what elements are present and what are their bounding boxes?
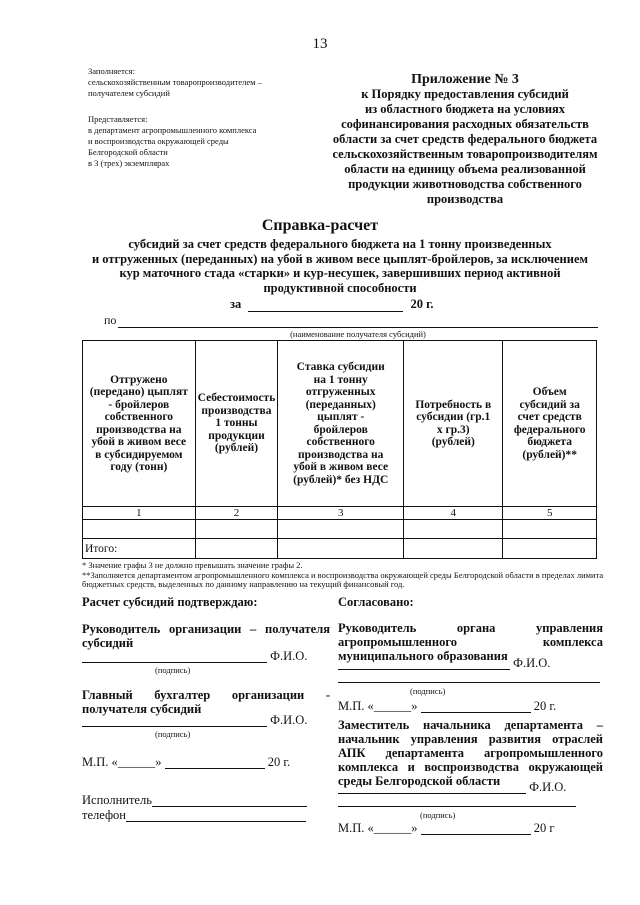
separator-line bbox=[338, 806, 576, 807]
date-blank[interactable] bbox=[165, 768, 265, 769]
municipal-signature-line bbox=[338, 656, 603, 670]
table-cell[interactable] bbox=[278, 520, 404, 539]
table-cell[interactable] bbox=[195, 520, 278, 539]
column-header: Себестоимость производства 1 тонны продукции (рублей) bbox=[195, 341, 278, 507]
signature-blank[interactable] bbox=[338, 669, 510, 670]
note-line: Заполняется: bbox=[88, 66, 135, 76]
filled-by-note bbox=[88, 66, 308, 99]
note-line: получателем субсидий bbox=[88, 88, 170, 98]
mp-label: М.П. «______» bbox=[338, 821, 418, 835]
executor-blank[interactable] bbox=[152, 806, 307, 807]
document-title: Справка-расчет bbox=[261, 217, 379, 234]
agreed-heading: Согласовано: bbox=[338, 595, 414, 609]
column-number: 1 bbox=[83, 507, 196, 520]
total-label: Итого: bbox=[83, 539, 196, 559]
mp-label: М.П. «______» bbox=[338, 699, 418, 713]
executor-line bbox=[82, 793, 307, 807]
deputy-mp-line bbox=[338, 821, 613, 835]
document-subtitle bbox=[80, 237, 600, 295]
period-suffix: 20 г. bbox=[410, 297, 434, 311]
footnote: * Значение графы 3 не должно превышать значение графы 2. bbox=[82, 560, 303, 570]
subtitle-line: субсидий за счет средств федерального бюджета на 1 тонну произведенных bbox=[128, 237, 552, 251]
phone-blank[interactable] bbox=[126, 821, 306, 822]
appendix-line: области за счет средств федерального бюджета bbox=[332, 132, 598, 146]
column-header: Ставка субсидии на 1 тонну отгруженных (переданных) цыплят - бройлеров собственного производства на убой в живом весе (рублей)* без НДС bbox=[278, 341, 404, 507]
note-line: в 3 (трех) экземплярах bbox=[88, 158, 170, 168]
table-cell[interactable] bbox=[404, 520, 503, 539]
footnotes bbox=[82, 561, 622, 590]
fio-label: Ф.И.О. bbox=[270, 713, 308, 727]
column-header: Отгружено (передано) цыплят - бройлеров собственного производства на убой в живом весе в субсидируемом году (тонн) bbox=[83, 341, 196, 507]
phone-line bbox=[82, 808, 306, 822]
subtitle-line: и отгруженных (переданных) на убой в живом весе цыплят-бройлеров, за исключением bbox=[91, 251, 589, 266]
accountant-title: Главный бухгалтер организации - получателя субсидий bbox=[82, 688, 330, 716]
signature-hint: (подпись) bbox=[410, 686, 446, 696]
fio-label: Ф.И.О. bbox=[513, 656, 551, 670]
appendix-line: сельскохозяйственным товаропроизводителям bbox=[332, 147, 598, 161]
mp-label: М.П. «______» bbox=[82, 755, 162, 769]
year-label: 20 г. bbox=[533, 699, 557, 713]
column-number: 2 bbox=[195, 507, 278, 520]
signature-hint: (подпись) bbox=[155, 729, 191, 739]
table-header-row bbox=[83, 341, 597, 507]
subtitle-line: кур маточного стада «старки» и кур-несушек, завершивших период активной bbox=[119, 266, 561, 280]
column-header: Объем субсидий за счет средств федерального бюджета (рублей)** bbox=[503, 341, 597, 507]
signature-blank[interactable] bbox=[338, 793, 526, 794]
year-label: 20 г bbox=[533, 821, 555, 835]
period-blank[interactable] bbox=[248, 311, 403, 312]
note-line: в департамент агропромышленного комплекса bbox=[88, 125, 257, 135]
recipient-label: по bbox=[104, 313, 117, 327]
page-number: 13 bbox=[312, 36, 328, 52]
table-cell[interactable] bbox=[195, 539, 278, 559]
column-number: 5 bbox=[503, 507, 597, 520]
signature-hint: (подпись) bbox=[155, 665, 191, 675]
table-row bbox=[83, 520, 597, 539]
appendix-block bbox=[300, 72, 630, 207]
recipient-hint: (наименование получателя субсидий) bbox=[290, 329, 426, 339]
accountant-signature-line bbox=[82, 713, 330, 727]
separator-line bbox=[338, 682, 600, 683]
appendix-line: софинансирования расходных обязательств bbox=[341, 117, 589, 131]
footnote: **Заполняется департаментом агропромышленного комплекса и воспроизводства окружающей среды Белгородской области в пределах лимита бюджетных средств, выделенных по данному направлению на текущий финансовый год. bbox=[82, 569, 604, 589]
appendix-line: производства bbox=[426, 192, 504, 206]
year-label: 20 г. bbox=[267, 755, 291, 769]
table-cell[interactable] bbox=[503, 539, 597, 559]
note-line: Представляется: bbox=[88, 114, 148, 124]
head-signature-line bbox=[82, 649, 330, 663]
table-cell[interactable] bbox=[404, 539, 503, 559]
column-number: 3 bbox=[278, 507, 404, 520]
total-row bbox=[83, 539, 597, 559]
period-line bbox=[230, 297, 530, 312]
fio-label: Ф.И.О. bbox=[270, 649, 308, 663]
signature-hint: (подпись) bbox=[420, 810, 456, 820]
table-cell[interactable] bbox=[83, 520, 196, 539]
executor-label: Исполнитель bbox=[82, 793, 152, 807]
deputy-title: Заместитель начальника департамента – начальник управления развития отраслей АПК департамента агропромышленного комплекса и воспроизводства окружающей среды Белгородской области bbox=[338, 718, 603, 788]
right-mp-line bbox=[338, 699, 608, 713]
column-number: 4 bbox=[404, 507, 503, 520]
recipient-blank[interactable] bbox=[118, 327, 598, 328]
confirm-heading: Расчет субсидий подтверждаю: bbox=[82, 595, 258, 609]
date-blank[interactable] bbox=[421, 712, 531, 713]
appendix-line: из областного бюджета на условиях bbox=[364, 102, 566, 116]
note-line: сельскохозяйственным товаропроизводителем – bbox=[88, 77, 262, 87]
subsidy-table bbox=[82, 340, 597, 559]
period-prefix: за bbox=[230, 297, 242, 311]
note-line: Белгородской области bbox=[88, 147, 168, 157]
deputy-signature-line bbox=[338, 780, 608, 794]
appendix-line: к Порядку предоставления субсидий bbox=[361, 87, 569, 101]
municipal-head-title: Руководитель органа управления агропромышленного комплекса муниципального образования bbox=[338, 621, 603, 663]
left-mp-line bbox=[82, 755, 322, 769]
table-cell[interactable] bbox=[503, 520, 597, 539]
appendix-line: продукции животноводства собственного bbox=[348, 177, 582, 191]
appendix-title: Приложение № 3 bbox=[411, 72, 519, 87]
appendix-line: области на единицу объема реализованной bbox=[344, 162, 586, 176]
signature-blank[interactable] bbox=[82, 726, 267, 727]
submitted-to-note bbox=[88, 114, 308, 169]
phone-label: телефон bbox=[82, 808, 126, 822]
subtitle-line: продуктивной способности bbox=[263, 280, 417, 295]
date-blank[interactable] bbox=[421, 834, 531, 835]
signature-blank[interactable] bbox=[82, 662, 267, 663]
note-line: и воспроизводства окружающей среды bbox=[88, 136, 229, 146]
fio-label: Ф.И.О. bbox=[529, 780, 567, 794]
column-number-row bbox=[83, 507, 597, 520]
table-cell[interactable] bbox=[278, 539, 404, 559]
head-title: Руководитель организации – получателя субсидий bbox=[82, 622, 330, 650]
column-header: Потребность в субсидии (гр.1 х гр.3) (рублей) bbox=[404, 341, 503, 507]
